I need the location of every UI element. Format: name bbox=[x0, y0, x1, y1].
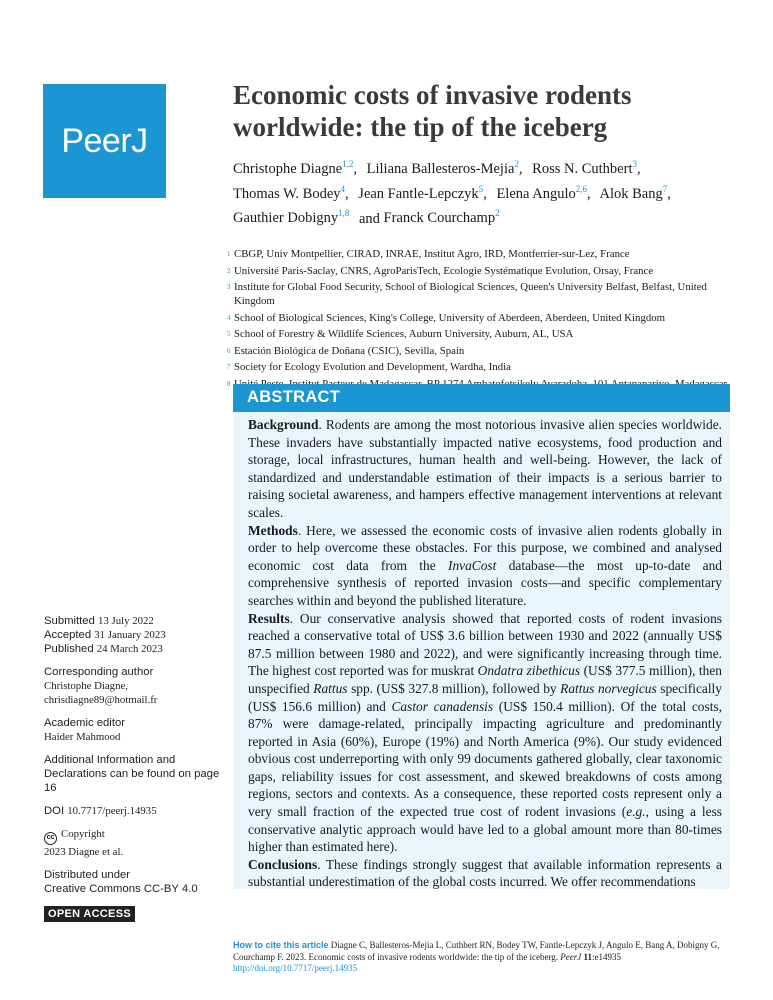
author: Franck Courchamp$^2$ bbox=[383, 208, 500, 227]
additional-info: Additional Information and Declarations can be found on page 16 bbox=[44, 754, 220, 794]
abstract-results: Results. Our conservative analysis showed that reported costs of rodent invasions reached a conservative total of US$ 3.6 billion between 1930 and 2022 (annually US$ 87.5 million between 1980 and 2022), and were significantly increasing through time. The highest cost reported was for muskrat Ondatra zibethicus (US$ 377.5 million), then unspecified Rattus spp. (US$ 327.8 million), followed by Rattus norvegicus specifically (US$ 156.6 million) and Castor canadensis (US$ 150.4 million). Of the total costs, 87% were damage-related, principally impacting agriculture and predominantly reported in Asia (60%), Europe (19%) and North America (9%). Our study evidenced obvious cost underreporting with only 99 documents gathered globally, clear taxonomic gaps, reliability issues for cost assessment, and skewed breakdowns of costs among regions, sectors and contexts. As a consequence, these reported costs represent only a very small fraction of the expected true cost of rodent invasions (e.g., using a less conservative analytic approach would have led to a global amount more than 80-times higher than estimated here). bbox=[248, 610, 722, 855]
copyright: cc Copyright 2023 Diagne et al. bbox=[44, 828, 124, 858]
submitted-row: Submitted 13 July 2022 bbox=[44, 615, 154, 627]
accepted-row: Accepted 31 January 2023 bbox=[44, 629, 166, 641]
affiliation: 2 Université Paris-Saclay, CNRS, AgroParisTech, Ecologie Systématique Evolution, Orsay, France bbox=[227, 264, 654, 277]
doi-row: DOI 10.7717/peerj.14935 bbox=[44, 805, 157, 817]
abstract-body bbox=[233, 412, 730, 891]
authors-and: and bbox=[358, 210, 380, 227]
author: Thomas W. Bodey$^4$, bbox=[233, 183, 349, 202]
citation: How to cite this article Diagne C, Ballesteros-Mejia L, Cuthbert RN, Bodey TW, Fantle-Lepczyk J, Angulo E, Bang A, Dobigny G, Courchamp F. 2023. Economic costs of invasive rodents worldwide: the tip of the iceberg. PeerJ 11:e14935 http://doi.org/10.7717/peerj.14935 bbox=[233, 940, 720, 973]
author: Alok Bang$^7$, bbox=[599, 183, 671, 202]
author: Elena Angulo$^{2,6}$, bbox=[496, 183, 591, 202]
affiliation: 6 Estación Biológica de Doñana (CSIC), Sevilla, Spain bbox=[227, 344, 465, 357]
author-list bbox=[233, 154, 743, 228]
affiliation: 8 bbox=[227, 379, 231, 388]
license-link[interactable]: Creative Commons CC-BY 4.0 bbox=[44, 883, 198, 895]
abstract-heading: ABSTRACT bbox=[233, 384, 730, 412]
abstract-conclusions: Conclusions. These findings strongly suggest that available information represents a substantial underestimation of the global costs incurred. We offer recommendations bbox=[248, 856, 722, 890]
author: Ross N. Cuthbert$^3$, bbox=[532, 159, 641, 177]
affiliation: 7 Society for Ecology Evolution and Development, Wardha, India bbox=[227, 361, 511, 373]
author: Jean Fantle-Lepczyk$^5$, bbox=[358, 183, 487, 202]
published-row: Published 24 March 2023 bbox=[44, 643, 163, 655]
article-info-sidebar bbox=[44, 614, 224, 922]
open-access-badge: OPEN ACCESS bbox=[44, 906, 135, 922]
abstract-methods: Methods. Here, we assessed the economic costs of invasive alien rodents globally in order to help overcome these obstacles. For this purpose, we combined and analysed economic cost data from the InvaCost database—the most up-to-date and comprehensive synthesis of reported invasion costs—and specific complementary searches within and beyond the published literature. bbox=[248, 522, 722, 608]
affiliation: 1 CBGP, Univ Montpellier, CIRAD, INRAE, Institut Agro, IRD, Montferrier-sur-Lez, France bbox=[227, 248, 630, 260]
creative-commons-icon: cc bbox=[44, 832, 57, 845]
affiliation-list bbox=[227, 247, 747, 393]
citation-doi-link[interactable]: http://doi.org/10.7717/peerj.14935 bbox=[233, 963, 358, 973]
abstract-box bbox=[233, 384, 730, 889]
author: Liliana Ballesteros-Mejia$^2$, bbox=[366, 159, 523, 177]
peerj-logo bbox=[43, 84, 166, 198]
corresponding-email[interactable]: chrisdiagne89@hotmail.fr bbox=[44, 694, 158, 706]
author: Gauthier Dobigny$^{1,8}$ bbox=[233, 208, 350, 227]
corresponding-author: Corresponding author Christophe Diagne, chrisdiagne89@hotmail.fr bbox=[44, 665, 224, 707]
affiliation: 5 School of Forestry & Wildlife Sciences, Auburn University, Auburn, AL, USA bbox=[227, 328, 574, 340]
academic-editor: Academic editor Haider Mahmood bbox=[44, 717, 125, 743]
article-title: Economic costs of invasive rodents worldwide: the tip of the iceberg bbox=[233, 80, 632, 142]
doi-link[interactable]: 10.7717/peerj.14935 bbox=[67, 805, 157, 817]
affiliation: 4 School of Biological Sciences, King's College, University of Aberdeen, Aberdeen, United Kingdom bbox=[227, 311, 666, 324]
author: Christophe Diagne$^{1,2}$, bbox=[233, 159, 358, 177]
logo-text: PeerJ bbox=[61, 121, 148, 160]
affiliation: 3 Institute for Global Food Security, School of Biological Sciences, Queen's University Belfast, Belfast, United Kingdom bbox=[227, 281, 707, 307]
license: Distributed under Creative Commons CC-BY 4.0 bbox=[44, 868, 224, 896]
abstract-background: Background. Rodents are among the most notorious invasive alien species worldwide. These invaders have substantially impacted native ecosystems, food production and storage, local infrastructures, human health and well-being. However, the lack of standardized and understandable estimation of their impacts is a serious barrier to raising societal awareness, and hampers effective management interventions at relevant scales. bbox=[248, 417, 722, 520]
